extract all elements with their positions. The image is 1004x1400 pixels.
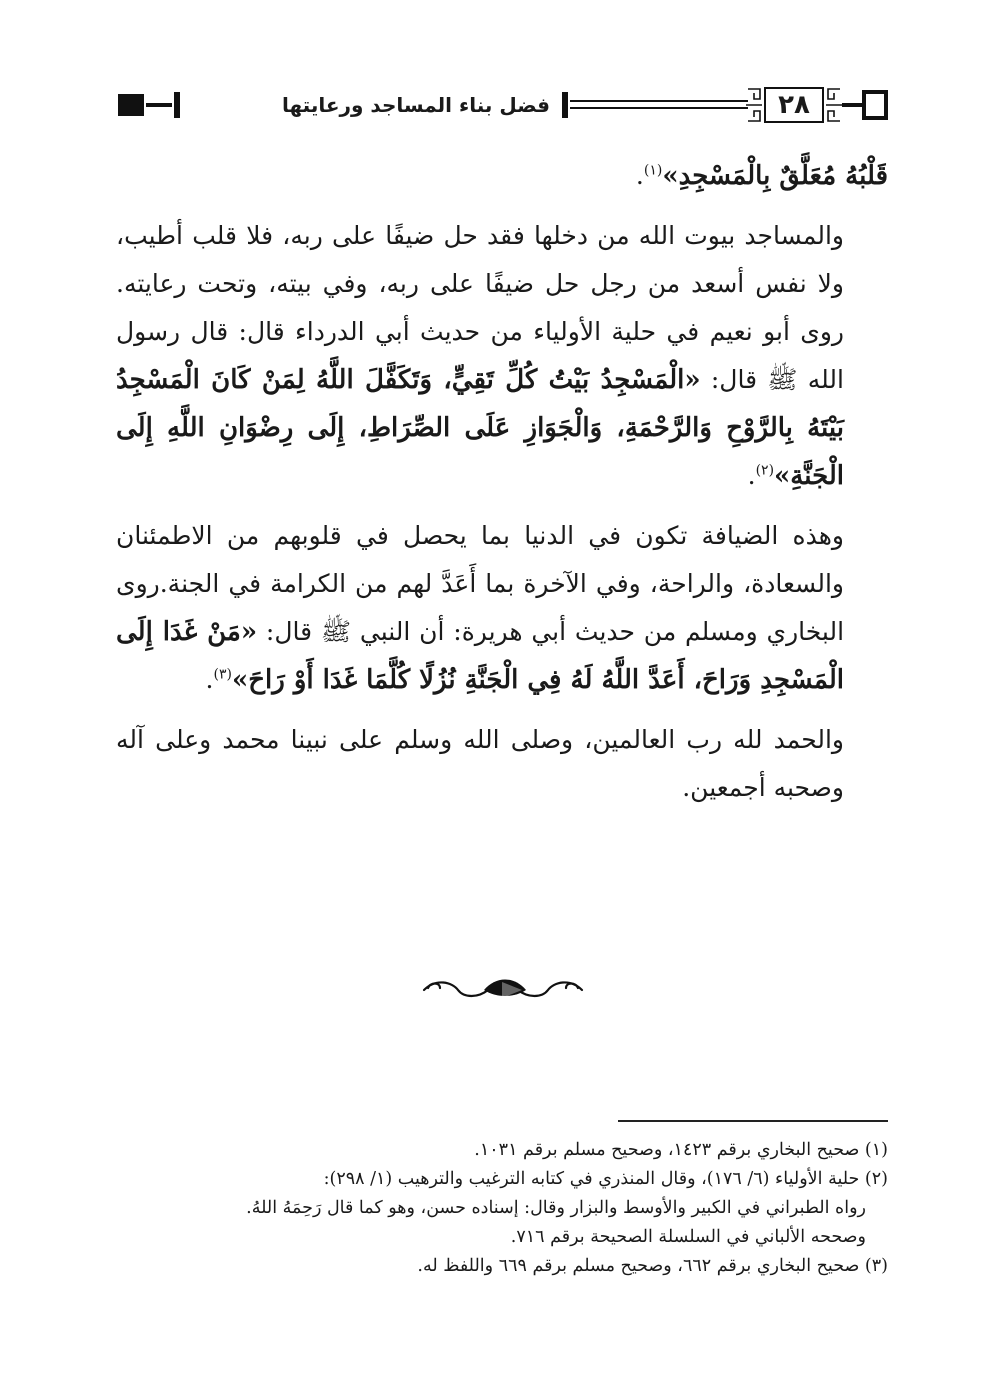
page-number: ٢٨: [764, 87, 824, 123]
page-header: [116, 82, 888, 128]
hadith-text: قَلْبُهُ مُعَلَّقٌ بِالْمَسْجِدِ»: [662, 161, 888, 191]
floral-divider-icon: [418, 968, 588, 1008]
page-number-frame: [746, 83, 842, 127]
footnote-2-line-2: رواه الطبراني في الكبير والأوسط والبزار وقال: إسناده حسن، وهو كما قال رَحِمَهُ اللهُ.: [246, 1198, 866, 1218]
paragraph-3: والحمد لله رب العالمين، وصلى الله وسلم على نبينا محمد وعلى آله وصحبه أجمعين.: [116, 725, 844, 802]
header-title: فضل بناء المساجد ورعايتها: [281, 93, 550, 117]
hadith-text-3: «مَنْ غَدَا إِلَى الْمَسْجِدِ وَرَاحَ، أَعَدَّ اللَّهُ لَهُ فِي الْجَنَّةِ نُزُلًا كُلَّمَا غَدَا أَوْ رَاحَ»: [116, 617, 844, 695]
footnote-2: (٢) حلية الأولياء (٦/ ١٧٦)، وقال المنذري في كتابه الترغيب والترهيب (١/ ٢٩٨):: [323, 1169, 888, 1189]
header-mid-rule-top: [570, 100, 748, 102]
footnote-ref-1: (١): [643, 162, 663, 179]
footnote-2-line-3: وصححه الألباني في السلسلة الصحيحة برقم ٧١٦.: [510, 1227, 866, 1247]
header-right-square: [862, 90, 888, 120]
paragraph-2-text: وهذه الضيافة تكون في الدنيا بما يحصل في قلوبهم من الاطمئنان والسعادة، والراحة، وفي الآخرة بما أَعَدَّ لهم من الكرامة في الجنة.روى البخاري ومسلم من حديث أبي هريرة: أن النبي ﷺ قال:: [116, 521, 845, 646]
header-left-rule: [146, 103, 172, 107]
footnote-separator: [618, 1120, 888, 1122]
footnote-ref-2: (٢): [755, 462, 775, 479]
header-right-rule: [842, 103, 862, 107]
period: .: [747, 461, 756, 490]
paragraph-2: [116, 512, 888, 704]
footnote-3: (٣) صحيح البخاري برقم ٦٦٢، وصحيح مسلم برقم ٦٦٩ واللفظ له.: [417, 1256, 888, 1276]
footnotes: [116, 1136, 888, 1281]
footnote-1: (١) صحيح البخاري برقم ١٤٢٣، وصحيح مسلم برقم ١٠٣١.: [474, 1140, 888, 1160]
paragraph-1-text: والمساجد بيوت الله من دخلها فقد حل ضيفًا على ربه، فلا قلب أطيب، ولا نفس أسعد من رجل حل ضيفًا على ربه، وفي بيته، وتحت رعايته. روى أبو نعيم في حلية الأولياء من حديث أبي الدرداء قال: قال رسول الله ﷺ قال:: [116, 221, 844, 394]
period: .: [635, 161, 644, 190]
hadith-text-2: «الْمَسْجِدُ بَيْتُ كُلِّ تَقِيٍّ، وَتَكَفَّلَ اللَّهُ لِمَنْ كَانَ الْمَسْجِدُ بَيْتَهُ بِالرَّوْحِ وَالرَّحْمَةِ، وَالْجَوَازِ عَلَى الصِّرَاطِ، إِلَى رِضْوَانِ اللَّهِ إِلَى الْجَنَّةِ»: [116, 365, 844, 491]
footnote-ref-3: (٣): [213, 666, 232, 683]
header-mid-bar: [562, 92, 568, 118]
hadith-fragment-line: [116, 152, 888, 200]
main-text: [116, 152, 888, 812]
header-left-block: [118, 94, 144, 116]
header-left-bar: [174, 92, 180, 118]
paragraph-1: [116, 212, 888, 500]
header-mid-rule-bottom: [570, 107, 748, 109]
period: .: [205, 665, 214, 694]
